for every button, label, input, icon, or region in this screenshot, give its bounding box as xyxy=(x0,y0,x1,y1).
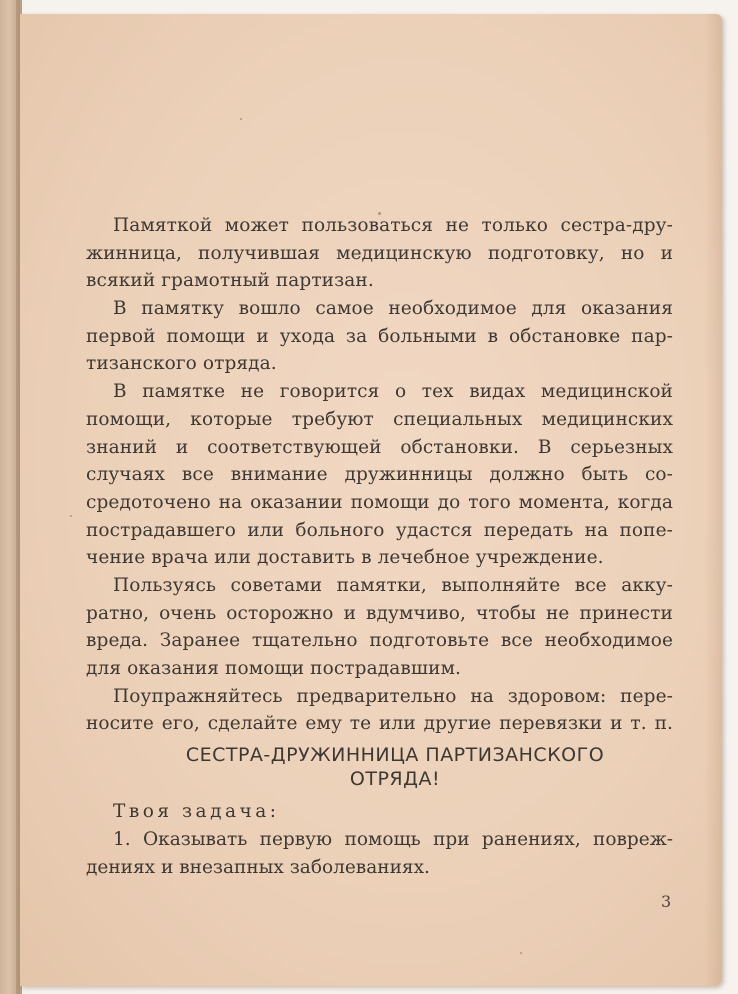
text-line: Пользуясь советами памятки, выполняйте все акку- xyxy=(113,574,673,596)
text-line: средоточено на оказании помощи до того момента, когда xyxy=(86,491,673,513)
text-line: В памятку вошло самое необходимое для оказания xyxy=(113,298,673,320)
task-item-1 xyxy=(86,826,673,881)
section-heading-line-2: ОТРЯДА! xyxy=(349,768,441,790)
text-line: жинница, получившая медицинскую подготовку, но и xyxy=(86,242,673,264)
task-label: Твоя задача: xyxy=(113,801,280,822)
paper-speck xyxy=(70,515,72,517)
section-heading-line-1: СЕСТРА-ДРУЖИННИЦА ПАРТИЗАНСКОГО xyxy=(185,744,605,766)
text-line: В памятке не говорится о тех видах медицинской xyxy=(113,381,673,403)
text-line: вреда. Заранее тщательно подготовьте все необходимое xyxy=(86,630,673,652)
text-line: дениях и внезапных заболеваниях. xyxy=(86,856,430,878)
paper-speck xyxy=(378,212,381,215)
text-line: носите его, сделайте ему те или другие перевязки и т. п. xyxy=(86,713,673,735)
text-line: первой помощи и ухода за больными в обстановке пар- xyxy=(86,325,673,347)
paper-speck xyxy=(240,118,242,120)
intro-text xyxy=(86,212,673,738)
text-line: тизанского отряда. xyxy=(86,353,277,375)
text-line: пострадавшего или больного удастся передать на попе- xyxy=(86,519,673,541)
text-line: ратно, очень осторожно и вдумчиво, чтобы не принести xyxy=(86,602,673,624)
text-line: для оказания помощи пострадавшим. xyxy=(86,658,462,679)
text-line: чение врача или доставить в лечебное учреждение. xyxy=(86,547,604,569)
text-line: Поупражняйтесь предварительно на здоровом: пере- xyxy=(113,685,673,707)
text-line: знаний и соответствующей обстановки. В серьезных xyxy=(86,436,673,458)
text-line: помощи, которые требуют специальных медицинских xyxy=(86,408,673,430)
text-line: всякий грамотный партизан. xyxy=(86,270,374,292)
text-line: случаях все внимание дружинницы должно быть со- xyxy=(86,464,673,486)
paper-speck xyxy=(520,952,522,954)
text-line: Памяткой может пользоваться не только сестра-дру- xyxy=(113,215,673,236)
page-number: 3 xyxy=(661,892,672,911)
text-line: 1. Оказывать первую помощь при ранениях, повреж- xyxy=(113,829,673,850)
